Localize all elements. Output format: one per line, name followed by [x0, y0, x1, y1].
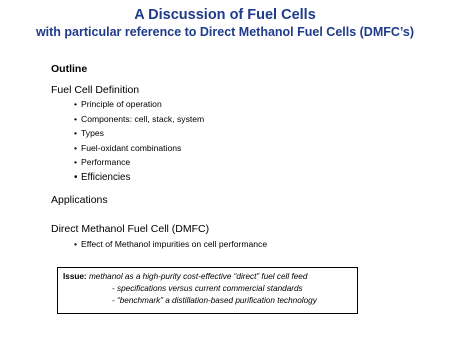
bullet-item: • Principle of operation: [74, 99, 162, 109]
outline-heading: Outline: [51, 63, 88, 75]
bullet-item: • Fuel-oxidant combinations: [74, 143, 182, 153]
issue-label: Issue:: [63, 272, 87, 281]
issue-line-2: - specifications versus current commercial standards: [112, 284, 303, 293]
section-heading-fuel-cell-definition: Fuel Cell Definition: [51, 84, 140, 96]
bullet-item: • Components: cell, stack, system: [74, 114, 205, 124]
issue-line-3: - “benchmark” a distillation-based purification technology: [112, 296, 317, 305]
bullet-item: • Performance: [74, 157, 131, 167]
bullet-item: • Types: [74, 128, 104, 138]
section-heading-applications: Applications: [51, 194, 108, 206]
page-title: A Discussion of Fuel Cells: [134, 7, 316, 23]
section-heading-dmfc: Direct Methanol Fuel Cell (DMFC): [51, 223, 210, 235]
issue-line-1: Issue: methanol as a high-purity cost-effective “direct” fuel cell feed: [63, 272, 308, 281]
bullet-item: • Efficiencies: [74, 172, 131, 183]
issue-box: [57, 267, 358, 314]
bullet-item: • Effect of Methanol impurities on cell performance: [74, 239, 268, 249]
page-subtitle: with particular reference to Direct Methanol Fuel Cells (DMFC’s): [35, 25, 415, 39]
